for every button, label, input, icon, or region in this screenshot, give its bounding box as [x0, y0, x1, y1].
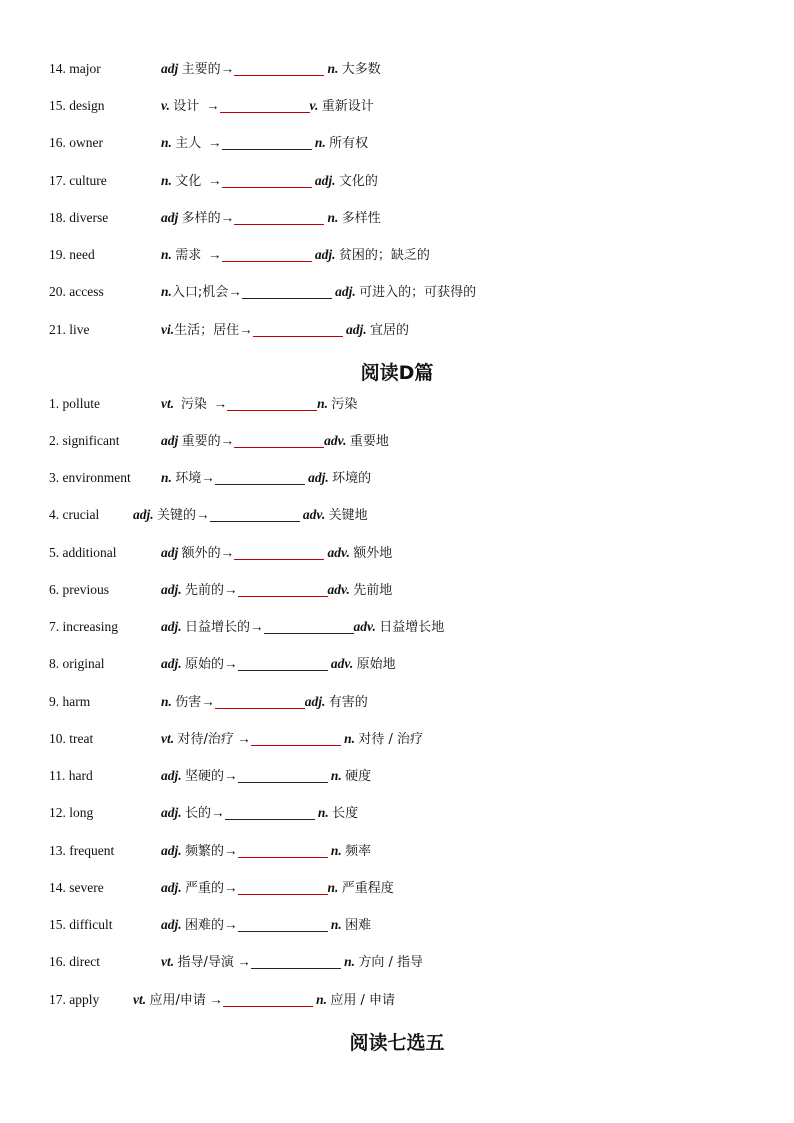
answer-blank[interactable]	[222, 247, 312, 262]
arrow-icon: →	[239, 322, 253, 337]
arrow-icon: →	[196, 507, 210, 522]
vocab-word: 13. frequent	[49, 843, 115, 858]
pos-label: vt.	[161, 954, 175, 969]
answer-blank[interactable]	[234, 545, 324, 560]
meaning: 应用 / 申请	[330, 993, 396, 1008]
meaning: 重要的	[181, 434, 221, 449]
meaning: 原始地	[356, 657, 396, 672]
arrow-icon: →	[224, 582, 238, 597]
pos-label: adj.	[314, 173, 336, 188]
vocab-row	[0, 502, 794, 528]
pos-label: n.	[314, 135, 326, 150]
vocab-word: 7. increasing	[49, 619, 118, 634]
answer-blank[interactable]	[238, 656, 328, 671]
pos-label: adj.	[346, 322, 367, 337]
meaning: 环境	[175, 471, 202, 486]
meaning: 可进入的；可获得的	[359, 285, 477, 300]
answer-blank[interactable]	[225, 805, 315, 820]
vocab-row	[0, 56, 794, 82]
answer-blank[interactable]	[234, 433, 324, 448]
pos-label: adj.	[161, 805, 182, 820]
meaning: 重要地	[349, 434, 389, 449]
meaning: 主要的	[181, 62, 221, 77]
meaning: 贫困的；缺乏的	[338, 248, 430, 263]
vocab-row	[0, 949, 794, 975]
arrow-icon: →	[208, 135, 222, 150]
pos-label: adj	[161, 210, 179, 225]
pos-label: n.	[161, 173, 172, 188]
arrow-icon: →	[213, 396, 228, 411]
vocab-row	[0, 540, 794, 566]
pos-label: adj.	[335, 284, 356, 299]
vocab-row	[0, 317, 794, 343]
meaning: 频繁的	[185, 844, 225, 859]
answer-blank[interactable]	[238, 880, 328, 895]
arrow-icon: →	[211, 805, 225, 820]
meaning: 先前地	[353, 583, 393, 598]
pos-label: n.	[161, 694, 172, 709]
arrow-icon: →	[220, 210, 235, 225]
vocab-word: 15. difficult	[49, 917, 113, 932]
vocab-row	[0, 912, 794, 938]
vocab-word: 16. owner	[49, 135, 103, 150]
meaning: 需求	[175, 248, 202, 263]
meaning: 入口;机会	[171, 285, 229, 300]
vocab-word: 14. major	[49, 61, 101, 76]
meaning: 文化的	[338, 174, 378, 189]
vocab-row	[0, 391, 794, 417]
vocab-word: 4. crucial	[49, 507, 100, 522]
meaning: 关键的	[157, 508, 197, 523]
meaning: 环境的	[332, 471, 372, 486]
vocab-row	[0, 205, 794, 231]
answer-blank[interactable]	[210, 507, 300, 522]
vocab-word: 17. culture	[49, 173, 107, 188]
meaning: 伤害	[175, 695, 202, 710]
vocab-row	[0, 838, 794, 864]
meaning: 污染	[180, 397, 207, 412]
meaning: 额外的	[181, 546, 221, 561]
answer-blank[interactable]	[215, 694, 305, 709]
vocab-word: 16. direct	[49, 954, 100, 969]
meaning: 应用/申请	[149, 993, 206, 1008]
vocab-row	[0, 800, 794, 826]
meaning: 对待 / 治疗	[358, 732, 424, 747]
pos-label: n.	[344, 731, 356, 746]
meaning: 坚硬的	[185, 769, 225, 784]
arrow-icon: →	[237, 954, 251, 969]
answer-blank[interactable]	[227, 396, 317, 411]
vocab-row	[0, 465, 794, 491]
vocab-row	[0, 168, 794, 194]
pos-label: adj.	[161, 768, 182, 783]
vocab-row	[0, 130, 794, 156]
meaning: 宜居的	[370, 323, 410, 338]
meaning: 对待/治疗	[177, 732, 234, 747]
section-heading: 阅读D篇	[360, 362, 434, 384]
pos-label: adj.	[161, 917, 182, 932]
answer-blank[interactable]	[238, 917, 328, 932]
pos-label: adj	[161, 61, 179, 76]
answer-blank[interactable]	[251, 731, 341, 746]
arrow-icon: →	[220, 433, 235, 448]
answer-blank[interactable]	[222, 135, 312, 150]
vocab-word: 10. treat	[49, 731, 94, 746]
meaning: 关键地	[328, 508, 368, 523]
answer-blank[interactable]	[234, 210, 324, 225]
arrow-icon: →	[237, 731, 251, 746]
vocab-word: 21. live	[49, 322, 90, 337]
meaning: 严重程度	[341, 881, 394, 896]
pos-label: n.	[327, 880, 339, 895]
answer-blank[interactable]	[220, 98, 310, 113]
meaning: 多样性	[341, 211, 381, 226]
pos-label: n.	[161, 470, 172, 485]
answer-blank[interactable]	[215, 470, 305, 485]
vocab-row	[0, 93, 794, 119]
vocab-row	[0, 875, 794, 901]
pos-label: adj.	[161, 582, 182, 597]
vocab-word: 18. diverse	[49, 210, 109, 225]
vocab-row	[0, 279, 794, 305]
pos-label: adj.	[314, 247, 336, 262]
pos-label: n.	[330, 768, 342, 783]
vocab-word: 20. access	[49, 284, 104, 299]
answer-blank[interactable]	[238, 582, 328, 597]
pos-label: adj.	[161, 656, 182, 671]
arrow-icon: →	[250, 619, 264, 634]
pos-label: adj.	[161, 619, 182, 634]
vocab-row	[0, 428, 794, 454]
meaning: 有害的	[328, 695, 368, 710]
answer-blank[interactable]	[238, 768, 328, 783]
pos-label: adv.	[330, 656, 354, 671]
meaning: 困难的	[185, 918, 225, 933]
vocab-word: 5. additional	[49, 545, 117, 560]
meaning: 污染	[331, 397, 358, 412]
arrow-icon: →	[220, 545, 235, 560]
meaning: 文化	[175, 174, 202, 189]
answer-blank[interactable]	[242, 284, 332, 299]
pos-label: adv.	[353, 619, 376, 634]
arrow-icon: →	[208, 247, 222, 262]
pos-label: v.	[309, 98, 319, 113]
meaning: 所有权	[329, 136, 369, 151]
vocab-word: 19. need	[49, 247, 95, 262]
meaning: 长度	[332, 806, 359, 821]
vocab-row	[0, 763, 794, 789]
meaning: 大多数	[341, 62, 381, 77]
arrow-icon: →	[201, 470, 215, 485]
vocab-word: 17. apply	[49, 992, 100, 1007]
meaning: 原始的	[185, 657, 225, 672]
meaning: 长的	[185, 806, 212, 821]
answer-blank[interactable]	[251, 954, 341, 969]
vocab-row	[0, 726, 794, 752]
pos-label: adv.	[327, 545, 350, 560]
answer-blank[interactable]	[238, 843, 328, 858]
arrow-icon: →	[224, 768, 238, 783]
answer-blank[interactable]	[234, 61, 324, 76]
vocab-word: 14. severe	[49, 880, 104, 895]
pos-label: adj	[161, 545, 179, 560]
answer-blank[interactable]	[223, 992, 313, 1007]
pos-label: adj	[161, 433, 179, 448]
arrow-icon: →	[224, 880, 238, 895]
meaning: 多样的	[181, 211, 221, 226]
pos-label: vt.	[161, 396, 175, 411]
vocab-row	[0, 689, 794, 715]
pos-label: n.	[344, 954, 356, 969]
meaning: 指导/导演	[177, 955, 234, 970]
meaning: 主人	[175, 136, 202, 151]
pos-label: adj.	[133, 507, 154, 522]
meaning: 生活；居住	[174, 323, 240, 338]
pos-label: n.	[161, 135, 172, 150]
pos-label: adv.	[302, 507, 326, 522]
vocab-word: 3. environment	[49, 470, 131, 485]
meaning: 硬度	[345, 769, 372, 784]
meaning: 日益增长的	[185, 620, 251, 635]
pos-label: adj.	[161, 843, 182, 858]
pos-label: n.	[161, 247, 172, 262]
answer-blank[interactable]	[253, 322, 343, 337]
vocab-word: 1. pollute	[49, 396, 100, 411]
arrow-icon: →	[208, 173, 222, 188]
pos-label: v.	[161, 98, 170, 113]
meaning: 困难	[345, 918, 372, 933]
vocab-word: 6. previous	[49, 582, 109, 597]
pos-label: n.	[327, 210, 339, 225]
meaning: 重新设计	[321, 99, 374, 114]
pos-label: adj.	[161, 880, 182, 895]
pos-label: n.	[316, 992, 328, 1007]
pos-label: n.	[330, 843, 342, 858]
vocab-word: 8. original	[49, 656, 105, 671]
vocab-word: 15. design	[49, 98, 105, 113]
pos-label: vt.	[161, 731, 175, 746]
answer-blank[interactable]	[264, 619, 354, 634]
pos-label: vt.	[133, 992, 147, 1007]
section-heading: 阅读七选五	[349, 1032, 445, 1054]
pos-label: adv.	[324, 433, 347, 448]
pos-label: adj.	[304, 694, 326, 709]
pos-label: n.	[330, 917, 342, 932]
vocab-word: 9. harm	[49, 694, 91, 709]
pos-label: n.	[317, 396, 329, 411]
arrow-icon: →	[220, 61, 235, 76]
vocab-word: 2. significant	[49, 433, 120, 448]
arrow-icon: →	[228, 284, 242, 299]
answer-blank[interactable]	[222, 173, 312, 188]
vocab-row	[0, 614, 794, 640]
vocab-word: 12. long	[49, 805, 94, 820]
pos-label: adv.	[327, 582, 350, 597]
pos-label: adj.	[308, 470, 329, 485]
vocab-row	[0, 242, 794, 268]
arrow-icon: →	[224, 843, 238, 858]
vocab-word: 11. hard	[49, 768, 93, 783]
pos-label: n.	[317, 805, 329, 820]
meaning: 先前的	[185, 583, 225, 598]
vocab-row	[0, 987, 794, 1013]
vocab-row	[0, 651, 794, 677]
vocab-row	[0, 577, 794, 603]
meaning: 严重的	[185, 881, 225, 896]
pos-label: n.	[327, 61, 339, 76]
arrow-icon: →	[206, 98, 220, 113]
arrow-icon: →	[224, 656, 238, 671]
meaning: 日益增长地	[379, 620, 445, 635]
arrow-icon: →	[224, 917, 238, 932]
meaning: 设计	[173, 99, 200, 114]
meaning: 额外地	[353, 546, 393, 561]
meaning: 频率	[345, 844, 372, 859]
meaning: 方向 / 指导	[358, 955, 424, 970]
pos-label: vi.	[161, 322, 175, 337]
pos-label: n.	[161, 284, 172, 299]
arrow-icon: →	[209, 992, 223, 1007]
arrow-icon: →	[201, 694, 215, 709]
